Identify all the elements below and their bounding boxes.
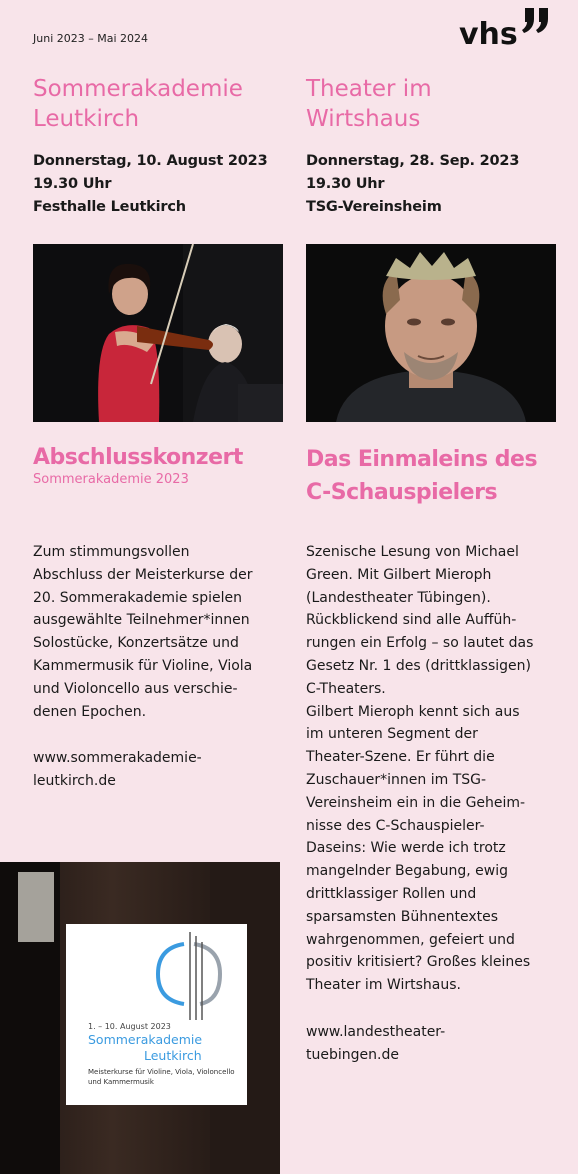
event-time: 19.30 Uhr bbox=[306, 176, 385, 192]
card-description: Meisterkurse für Violine, Viola, Violoncello und Kammermusik bbox=[88, 1068, 235, 1086]
event-description: Zum stimmungsvollen Abschluss der Meisterkurse der 20. Sommerakademie spielen ausgewählte Teilnehmer*innen Solostücke, Konzertsätze und Kammermusik für Violine, Viola und Violoncello aus verschie- denen Epochen. bbox=[33, 544, 253, 720]
event-venue: Festhalle Leutkirch bbox=[33, 199, 186, 215]
event-subtitle: Das Einmaleins des C-Schauspielers bbox=[306, 447, 538, 505]
event-description: Szenische Lesung von Michael Green. Mit Gilbert Mieroph (Landestheater Tübingen). Rückblickend sind alle Auffüh- rungen ein Erfolg – so lautet das Gesetz Nr. 1 des (drittklassigen) C-Theaters. Gilbert Mieroph kennt sich aus im unteren Segment der Theater-Szene. Er führt die Zuschauer*innen im TSG- Vereinsheim ein in die Geheim- nisse des C-Schauspieler- Daseins: Wie werde ich trotz mangelnder Begabung, ewig drittklassiger Rollen und sparsamsten Bühnentextes wahrgenommen, gefeiert und positiv kritisiert? Großes kleines Theater im Wirtshaus. bbox=[306, 544, 534, 994]
card-date: 1. – 10. August 2023 bbox=[88, 1022, 171, 1031]
event-website-link[interactable]: www.sommerakademie- leutkirch.de bbox=[33, 750, 202, 789]
vhs-logo-text: vhs bbox=[459, 17, 518, 50]
violin-logo-icon bbox=[66, 924, 247, 1024]
event-title: Sommerakademie Leutkirch bbox=[33, 76, 243, 132]
event-time: 19.30 Uhr bbox=[33, 176, 112, 192]
event-website-link[interactable]: www.landestheater- tuebingen.de bbox=[306, 1024, 446, 1063]
sommerakademie-logo-card bbox=[66, 924, 247, 1105]
event-subtitle-secondary: Sommerakademie 2023 bbox=[33, 472, 189, 487]
event-date: Donnerstag, 28. Sep. 2023 bbox=[306, 153, 520, 169]
card-title-location: Leutkirch bbox=[144, 1048, 202, 1063]
event-meta bbox=[33, 150, 267, 219]
card-title: Sommerakademie bbox=[88, 1032, 203, 1047]
event-title: Theater im Wirtshaus bbox=[306, 76, 432, 132]
concert-photo bbox=[33, 244, 283, 422]
event-subtitle: Abschlusskonzert bbox=[33, 445, 243, 470]
actor-photo bbox=[306, 244, 556, 422]
date-range: Juni 2023 – Mai 2024 bbox=[33, 32, 149, 45]
vhs-logo bbox=[459, 6, 555, 50]
event-meta bbox=[306, 150, 519, 219]
event-venue: TSG-Vereinsheim bbox=[306, 199, 442, 215]
event-date: Donnerstag, 10. August 2023 bbox=[33, 153, 268, 169]
